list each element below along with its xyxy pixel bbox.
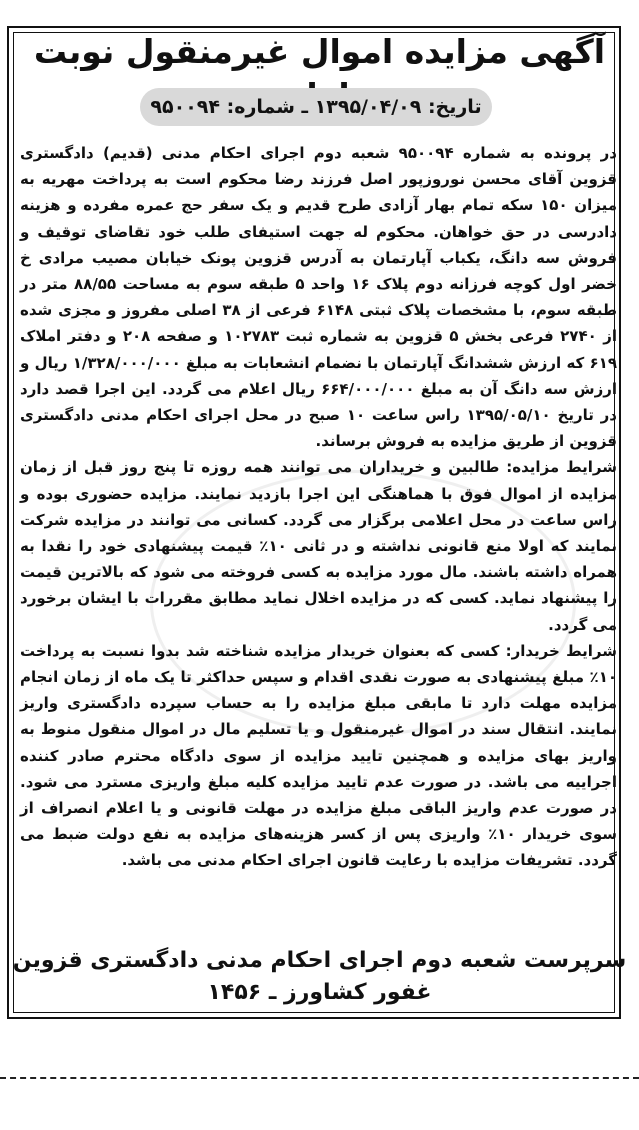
notice-paragraph-buyer-terms: شرایط خریدار: کسی که بعنوان خریدار مزایده شناخته شد بدوا نسبت به پرداخت ۱۰٪ مبلغ پیشنهادی به صورت نقدی اقدام و سپس حداکثر تا یک ماه از زمان انجام مزایده مهلت دارد تا مابقی مبلغ مزایده را به حساب سپرده دادگستری واریز نمایند. انتقال سند در اموال غیرمنقول و یا تسلیم مال در اموال منقول منوط به واریز بهای مزایده و همچنین تایید مزایده از سوی دادگاه محترم صادر کننده اجراییه می باشد. در صورت عدم تایید مزایده کلیه مبلغ واریزی مسترد می شود. در صورت عدم واریز الباقی مبلغ مزایده در مهلت قانونی و یا اعلام انصراف از سوی خریدار ۱۰٪ واریزی پس از کسر هزینه‌های مزایده به نفع دولت ضبط می گردد. تشریفات مزایده با رعایت قانون اجرای احکام مدنی می باشد. — [20, 641, 618, 870]
notice-paragraph-case: در پرونده به شماره ۹۵۰۰۹۴ شعبه دوم اجرای احکام مدنی (قدیم) دادگستری قزوین آقای محسن نوروزپور اصل فرزند رضا محکوم است به پرداخت مهریه به میزان ۱۵۰ سکه تمام بهار آزادی طرح قدیم و یک سفر حج عمره مفرده و هزینه دادرسی در حق خواهان. محکوم له جهت استیفای طلب خود تقاضای توقیف و فروش سه دانگ، یکباب آپارتمان به آدرس قزوین پونک خیابان مصیب مرادی خ خضر اول کوچه فرزانه دوم پلاک ۱۶ واحد ۵ طبقه سوم به مساحت ۸۸/۵۵ متر در طبقه سوم، با مشخصات پلاک ثبتی ۶۱۴۸ فرعی از ۳۸ اصلی مفروز و مجزی شده از ۲۷۴۰ فرعی بخش ۵ قزوین به شماره ثبت ۱۰۲۷۸۳ و صفحه ۲۰۸ و دفتر املاک ۶۱۹ که ارزش ششدانگ آپارتمان با نضمام انشعابات به مبلغ ۱/۳۲۸/۰۰۰/۰۰۰ ریال و ارزش سه دانگ آن به مبلغ ۶۶۴/۰۰۰/۰۰۰ ریال اعلام می گردد. این اجرا قصد دارد در تاریخ ۱۳۹۵/۰۵/۱۰ راس ساعت ۱۰ صبح در محل اجرای احکام مدنی دادگستری قزوین از طریق مزایده به فروش برساند. — [20, 144, 618, 451]
notice-paragraph-auction-terms: شرایط مزایده: طالبین و خریداران می توانند همه روزه تا پنج روز قبل از زمان مزایده از اموال فوق با هماهنگی این اجرا بازدید نمایند. مزایده حضوری بوده و راس ساعت در محل اعلامی برگزار می گردد. کسانی می توانند در مزایده شرکت نمایند که اولا منع قانونی نداشته و در ثانی ۱۰٪ قیمت پیشنهادی خود را نقدا به همراه داشته باشند. مال مورد مزایده به کسی فروخته می شود که بالاترین قیمت را پیشنهاد نماید. کسی که در مزایده اخلال نماید مطابق مقررات با ایشان برخورد می گردد. — [20, 458, 617, 634]
signature-name: غفور کشاورز ـ ۱۴۵۶ — [207, 980, 432, 1005]
notice-body — [20, 140, 617, 874]
notice-title: آگهی مزایده اموال غیرمنقول نوبت — [33, 32, 606, 71]
signature-block — [0, 945, 639, 1009]
signature-title: سرپرست شعبه دوم اجرای احکام مدنی دادگستری قزوین — [12, 948, 627, 973]
dashed-cut-line — [0, 1077, 639, 1079]
date-number-bar: تاریخ: ۱۳۹۵/۰۴/۰۹ ـ شماره: ۹۵۰۰۹۴ — [140, 88, 492, 126]
